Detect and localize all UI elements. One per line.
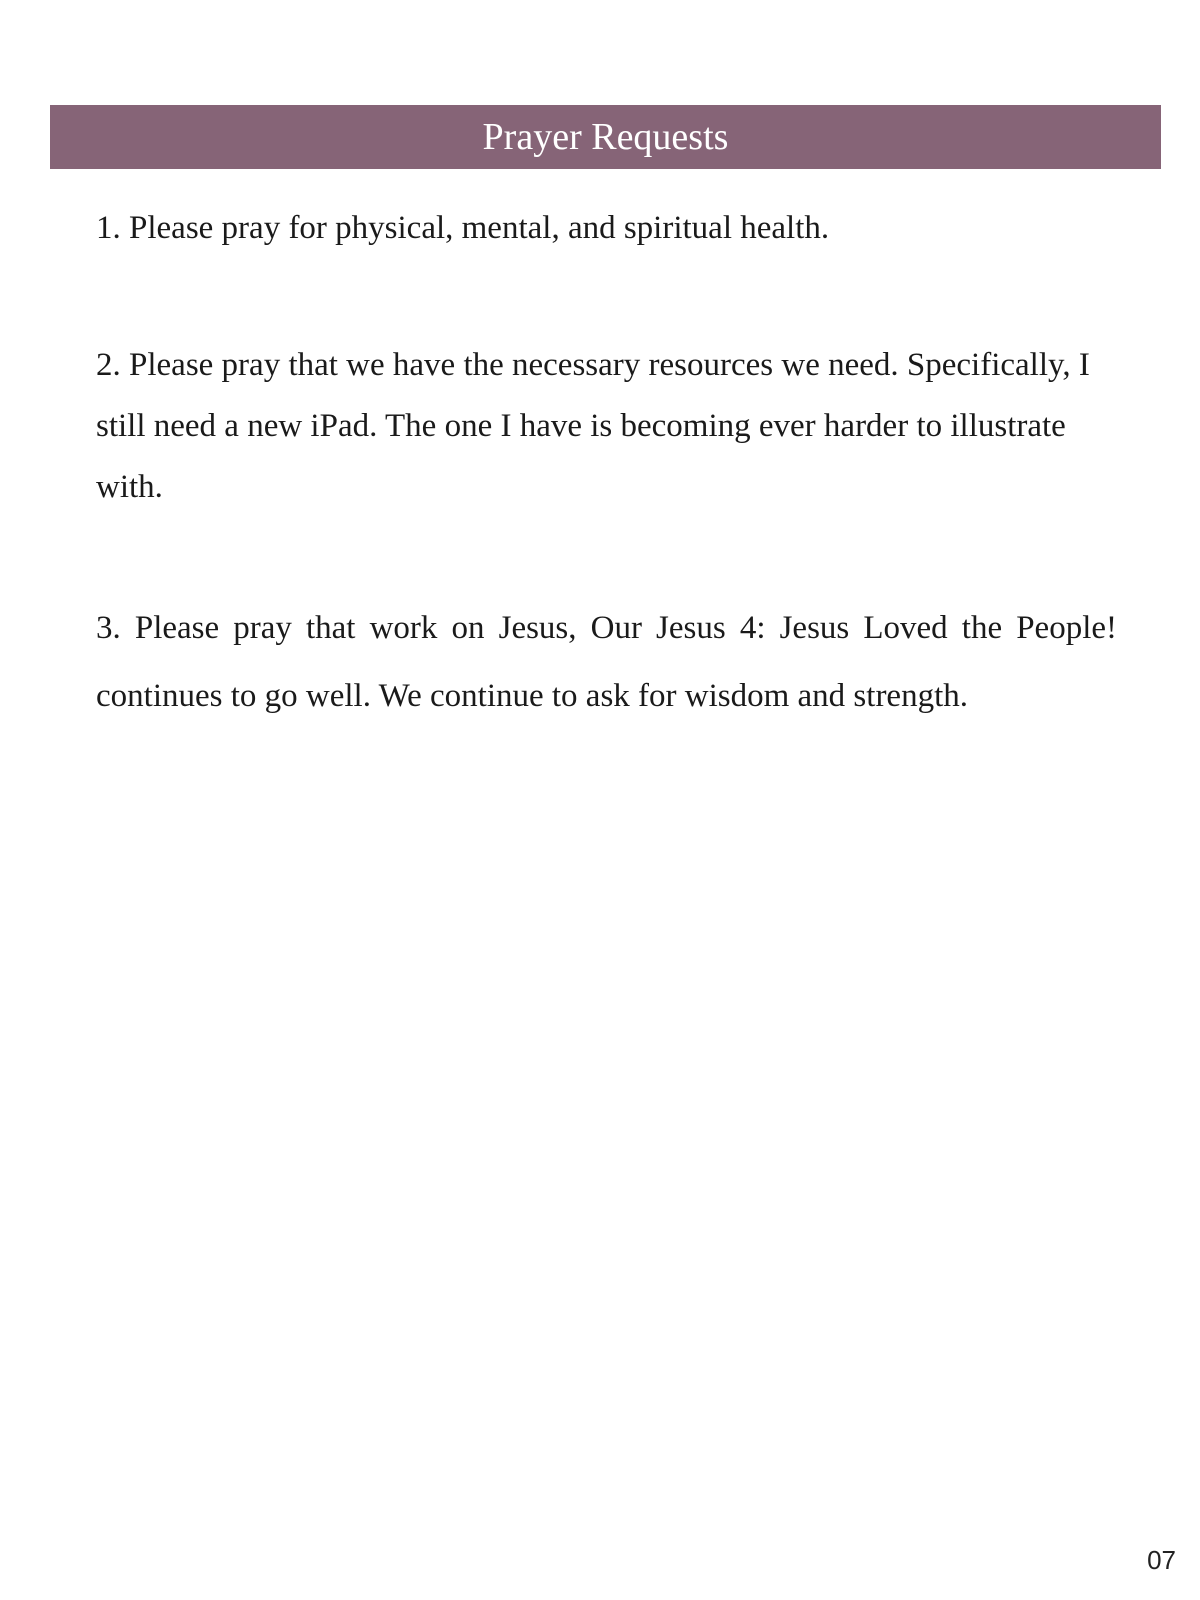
section-title-banner: [50, 105, 1161, 169]
prayer-request-item: 2. Please pray that we have the necessary resources we need. Specifically, I still need a new iPad. The one I have is becoming ever harder to illustrate with.: [96, 347, 1090, 505]
prayer-request-item: 3. Please pray that work on Jesus, Our Jesus 4: Jesus Loved the People! continues to go well. We continue to ask for wisdom and strength.: [96, 610, 1117, 714]
section-title: Prayer Requests: [482, 116, 729, 158]
prayer-request-list: [96, 198, 1117, 730]
page-number: 07: [1147, 1545, 1176, 1575]
prayer-request-item: 1. Please pray for physical, mental, and spiritual health.: [96, 210, 830, 246]
